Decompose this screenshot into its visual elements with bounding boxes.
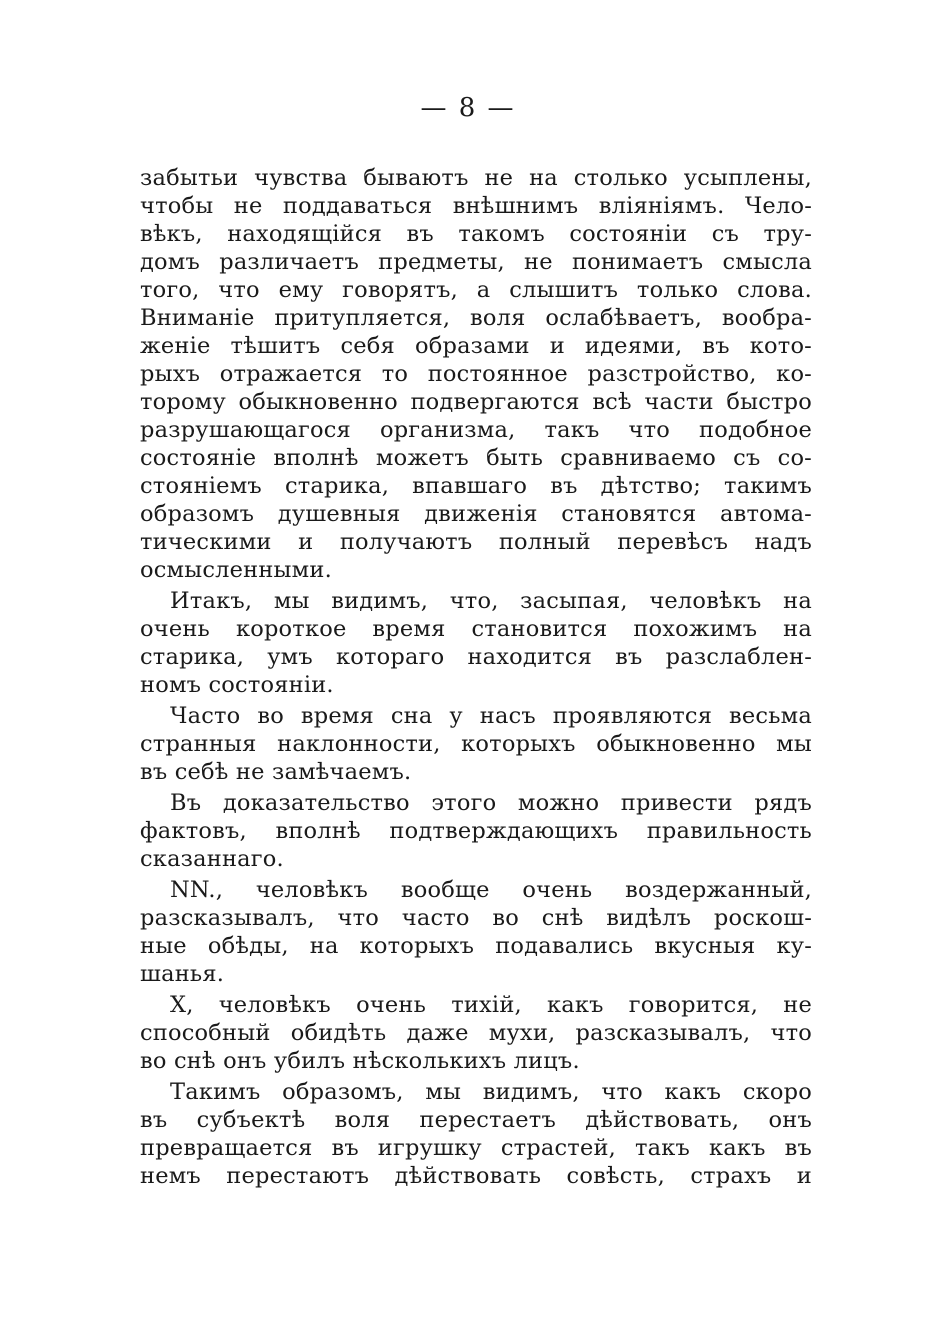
paragraph [140,702,812,786]
paragraph [140,164,812,584]
text-line: образомъ душевныя движенія становятся автома- [140,501,812,527]
paragraph [140,1078,812,1190]
text-line: странныя наклонности, которыхъ обыкновенно мы [140,731,812,757]
text-line: шанья. [140,961,225,987]
text-line: фактовъ, вполнѣ подтверждающихъ правильность [140,818,812,844]
text-line: въ субъектѣ воля перестаетъ дѣйствовать, онъ [140,1107,812,1133]
text-line: старика, умъ котораго находится въ разслаблен- [140,644,812,670]
text-line: NN., человѣкъ вообще очень воздержанный, [170,877,812,903]
text-line: тическими и получаютъ полный перевѣсъ надъ [140,529,812,555]
text-line: забытьи чувства бываютъ не на столько усыплены, [140,165,812,191]
text-line: того, что ему говорятъ, а слышитъ только слова. [140,277,812,303]
text-line: сказаннаго. [140,846,284,872]
text-line: осмысленными. [140,557,332,583]
text-line: X, человѣкъ очень тихій, какъ говорится, не [170,992,812,1018]
text-line: номъ состояніи. [140,672,334,698]
text-line: состояніе вполнѣ можетъ быть сравниваемо съ со- [140,445,812,471]
text-line: превращается въ игрушку страстей, такъ какъ въ [140,1135,812,1161]
text-line: Итакъ, мы видимъ, что, засыпая, человѣкъ на [170,588,812,614]
text-line: рыхъ отражается то постоянное разстройство, ко- [140,361,812,387]
text-line: домъ различаетъ предметы, не понимаетъ смысла [140,249,812,275]
text-line: Вниманіе притупляется, воля ослабѣваетъ, вообра- [140,305,812,331]
text-line: способный обидѣть даже мухи, разсказывалъ, что [140,1020,812,1046]
text-line: чтобы не поддаваться внѣшнимъ вліяніямъ. Чело- [140,193,812,219]
page-number: — 8 — [420,93,516,123]
text-line: Часто во время сна у насъ проявляются весьма [170,703,812,729]
text-line: разрушающагося организма, такъ что подобное [140,417,812,443]
paragraph [140,587,812,699]
text-line: женіе тѣшитъ себя образами и идеями, въ кото- [140,333,812,359]
text-line: въ себѣ не замѣчаемъ. [140,759,412,785]
text-line: ные обѣды, на которыхъ подавались вкусныя ку- [140,933,812,959]
text-line: Въ доказательство этого можно привести рядъ [170,790,812,816]
paragraph [140,991,812,1075]
paragraph [140,789,812,873]
text-line: Такимъ образомъ, мы видимъ, что какъ скоро [170,1079,812,1105]
paragraph [140,876,812,988]
text-line: стояніемъ старика, впавшаго въ дѣтство; такимъ [140,473,812,499]
text-line: во снѣ онъ убилъ нѣсколькихъ лицъ. [140,1048,580,1074]
text-line: немъ перестаютъ дѣйствовать совѣсть, страхъ и [140,1163,812,1189]
text-line: вѣкъ, находящійся въ такомъ состояніи съ тру- [140,221,812,247]
body-text [140,164,812,1190]
text-line: очень короткое время становится похожимъ на [140,616,812,642]
text-line: разсказывалъ, что часто во снѣ видѣлъ роскош- [140,905,812,931]
text-line: торому обыкновенно подвергаются всѣ части быстро [140,389,812,415]
